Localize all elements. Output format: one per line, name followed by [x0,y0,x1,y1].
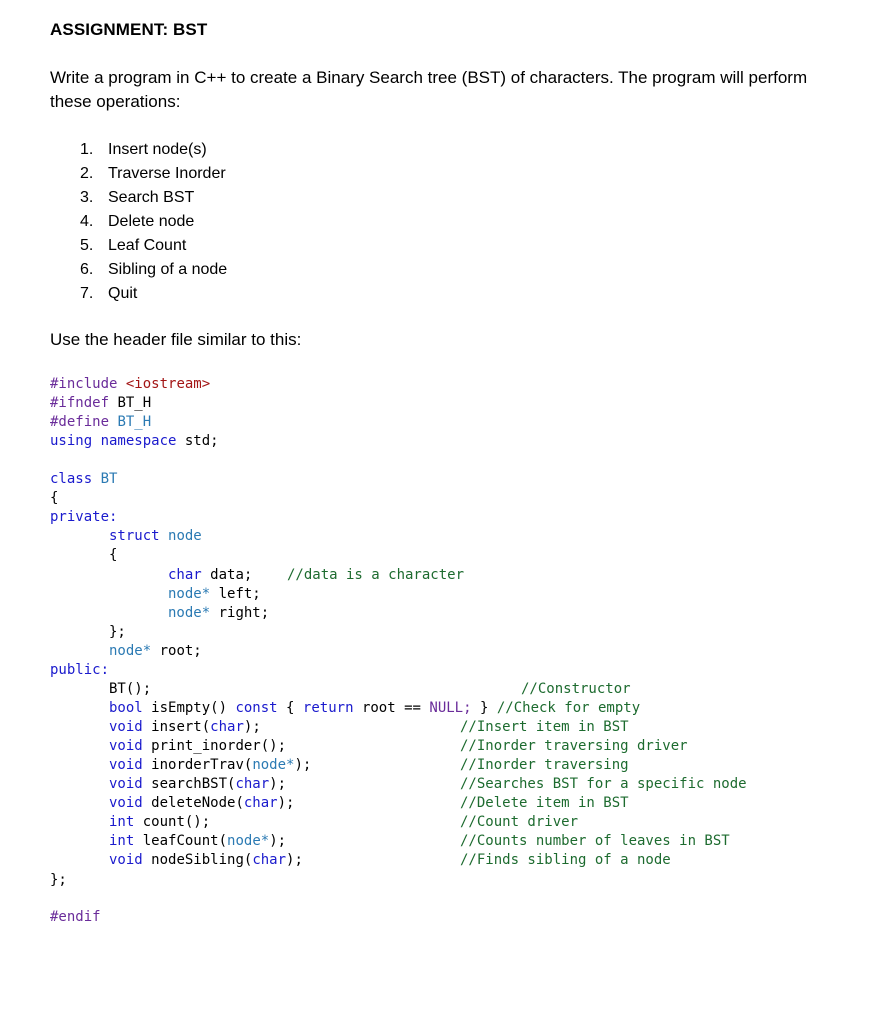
code-line [109,813,210,832]
code-token: int [109,814,135,830]
code-line [109,756,311,775]
code-line [50,375,210,394]
list-item-number: 5. [80,237,94,254]
code-token: BT [100,471,118,487]
code-token: inorderTrav( [151,757,253,773]
code-token: ); [277,795,295,811]
code-line [168,604,269,623]
code-token: NULL; [429,700,472,716]
list-item-number: 1. [80,141,94,158]
code-token: //Count driver [460,814,579,830]
code-token: node* [227,833,270,849]
code-token: std; [184,433,219,449]
list-item-label: Sibling of a node [108,261,228,278]
list-item-number: 2. [80,165,94,182]
code-token: //Delete item in BST [460,795,629,811]
code-token: const [235,700,278,716]
code-token: //Counts number of leaves in BST [460,833,730,849]
code-token: private: [50,509,118,525]
code-line [109,775,286,794]
code-line [109,851,303,870]
code-token: //data is a character [287,567,465,583]
code-token: char [168,567,202,583]
code-token: char [243,795,278,811]
code-comment [460,832,730,851]
code-token: #endif [50,909,101,925]
list-item-label: Delete node [108,213,195,230]
code-comment [460,737,688,756]
code-token: ); [286,852,303,868]
code-token: insert( [151,719,211,735]
code-token: }; [50,872,67,888]
code-line [50,489,58,508]
code-comment [460,794,629,813]
code-token: print_inorder(); [151,738,287,754]
code-line [168,585,261,604]
code-token: int [109,833,135,849]
code-comment [460,775,747,794]
code-line [109,527,202,546]
code-token: void [109,795,143,811]
code-token: node* [109,643,152,659]
code-token: right; [218,605,270,621]
code-token: node* [168,586,211,602]
code-token: nodeSibling( [151,852,253,868]
code-token: struct [109,528,160,544]
code-token: } [479,700,489,716]
code-token: //Check for empty [496,700,641,716]
list-item-number: 3. [80,189,94,206]
code-token: node [168,528,202,544]
code-line [109,546,117,565]
code-token: bool [109,700,143,716]
list-item-number: 6. [80,261,94,278]
code-token: node* [168,605,211,621]
list-item-number: 4. [80,213,94,230]
code-line [50,871,67,890]
code-token: return [302,700,354,716]
list-item-label: Leaf Count [108,237,187,254]
code-token: #ifndef [50,395,110,411]
code-line [109,832,286,851]
list-item-label: Traverse Inorder [108,165,226,182]
code-token: #define [50,414,110,430]
code-line [109,642,202,661]
code-token: data; [210,567,253,583]
code-line [50,470,117,489]
code-token: ); [269,776,287,792]
code-token: <iostream> [125,376,211,392]
code-token: leafCount( [142,833,228,849]
code-token: void [109,719,143,735]
code-token: using namespace [50,433,177,449]
header-file-note: Use the header file similar to this: [50,330,302,349]
code-token: //Inorder traversing [460,757,629,773]
code-token: root; [159,643,202,659]
code-line [109,699,640,718]
code-token: void [109,776,143,792]
code-line [50,432,219,451]
assignment-title: ASSIGNMENT: BST [50,20,208,39]
code-token: char [210,719,244,735]
code-token: isEmpty() [151,700,228,716]
code-token: //Searches BST for a specific node [460,776,747,792]
code-line [109,737,286,756]
code-comment [287,566,464,585]
code-line [109,680,151,699]
code-line [109,718,261,737]
code-line [50,413,151,432]
code-token: //Inorder traversing driver [460,738,688,754]
code-token: { [286,700,295,716]
list-item-label: Quit [108,285,138,302]
code-token: }; [109,624,126,640]
code-token: char [235,776,270,792]
code-line [50,508,117,527]
code-token: void [109,852,143,868]
code-token: left; [218,586,261,602]
code-token: ); [294,757,312,773]
code-line [168,566,252,585]
code-line [109,794,294,813]
code-comment [521,680,631,699]
code-token: root == [361,700,421,716]
code-token: void [109,757,143,773]
code-token: void [109,738,143,754]
code-comment [460,851,671,870]
code-token: char [252,852,287,868]
code-token: //Finds sibling of a node [460,852,671,868]
list-item-label: Insert node(s) [108,141,207,158]
list-item-number: 7. [80,285,94,302]
code-comment [460,756,629,775]
code-token: BT_H [117,414,152,430]
code-token: //Constructor [521,681,631,697]
code-token: { [109,547,118,563]
code-line [50,394,151,413]
code-token: { [50,490,59,506]
code-line [50,908,101,927]
code-comment [460,718,629,737]
assignment-intro: Write a program in C++ to create a Binary Search tree (BST) of characters. The program will perform these operations: [50,68,808,111]
code-token: public: [50,662,110,678]
code-line [50,661,109,680]
code-line [109,623,126,642]
code-token: ); [269,833,287,849]
code-token: #include [50,376,118,392]
list-item-label: Search BST [108,189,195,206]
code-comment [460,813,578,832]
code-token: searchBST( [151,776,236,792]
code-token: BT(); [109,681,152,697]
code-token: //Insert item in BST [460,719,629,735]
code-token: count(); [142,814,211,830]
code-token: deleteNode( [151,795,244,811]
code-token: node* [252,757,295,773]
code-token: class [50,471,93,487]
code-token: BT_H [117,395,152,411]
code-token: ); [243,719,261,735]
